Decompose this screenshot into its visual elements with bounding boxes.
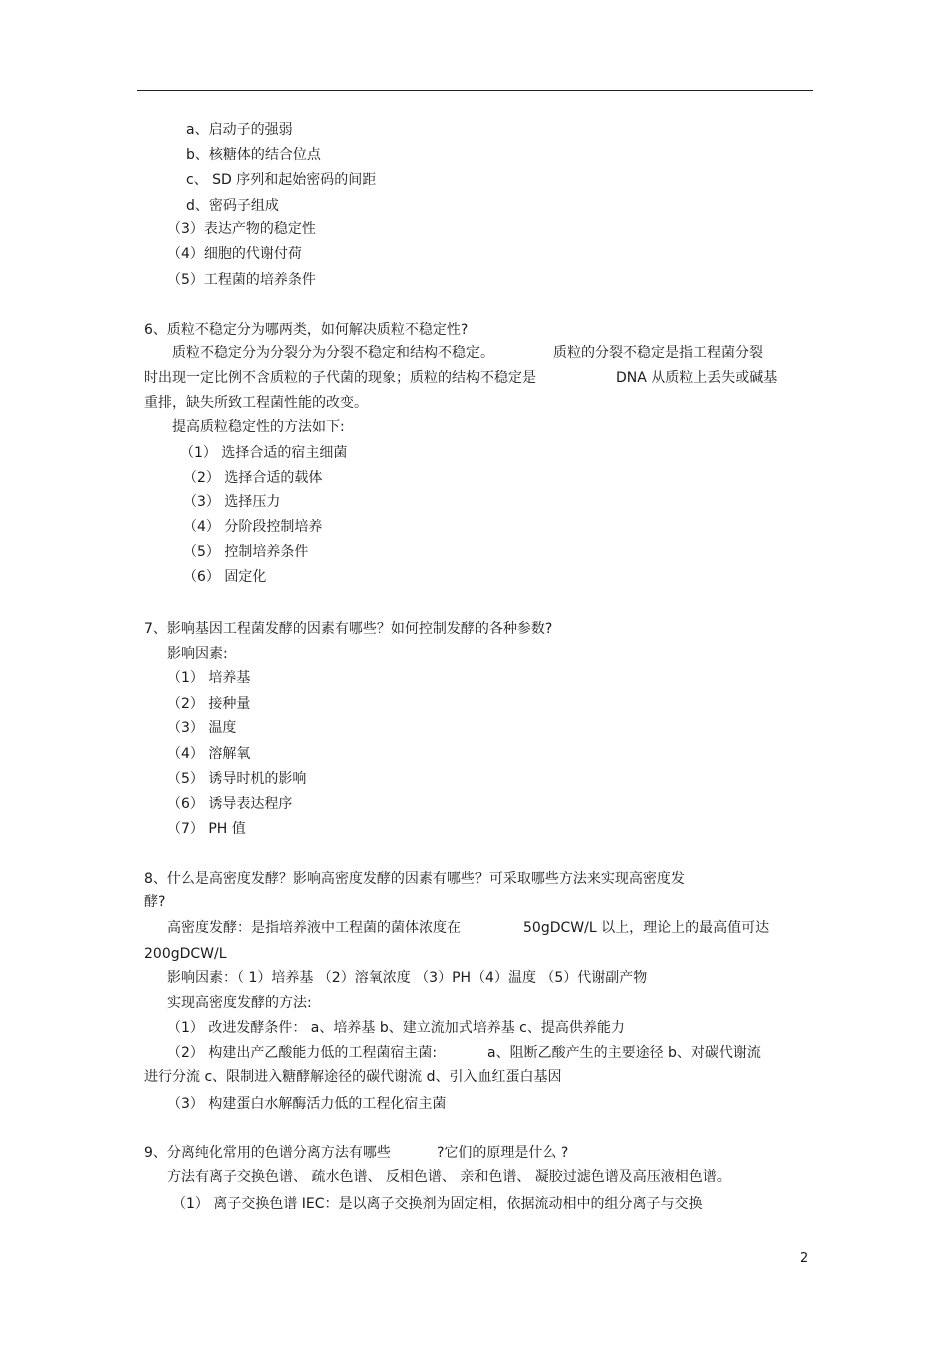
text-line: （5） 控制培养条件 (183, 544, 309, 560)
text-line: （4）细胞的代谢付荷 (167, 246, 302, 262)
text-line: 6、质粒不稳定分为哪两类，如何解决质粒不稳定性? (144, 322, 469, 338)
text-line: （3） 温度 (167, 720, 237, 736)
text-line: 方法有离子交换色谱、 疏水色谱、 反相色谱、 亲和色谱、 凝胶过滤色谱及高压液相色谱。 (167, 1169, 731, 1185)
text-line: （1） 选择合适的宿主细菌 (180, 445, 348, 461)
text-line: 影响因素: (167, 646, 228, 662)
text-line: 200gDCW/L (144, 946, 227, 962)
text-line: 实现高密度发酵的方法: (167, 995, 312, 1011)
text-line: （4） 溶解氧 (167, 746, 251, 762)
text-line: （5） 诱导时机的影响 (167, 771, 307, 787)
text-line: 进行分流 c、限制进入糖酵解途径的碳代谢流 d、引入血红蛋白基因 (144, 1069, 562, 1085)
text-line: 时出现一定比例不含质粒的子代菌的现象；质粒的结构不稳定是 (144, 370, 536, 386)
text-line: 提高质粒稳定性的方法如下: (172, 419, 345, 435)
text-line: 影响因素：（ 1）培养基 （2）溶氧浓度 （3）PH（4）温度 （5）代谢副产物 (167, 970, 648, 986)
text-line: 50gDCW/L 以上，理论上的最高值可达 (523, 920, 770, 936)
text-line: 7、影响基因工程菌发酵的因素有哪些？如何控制发酵的各种参数? (144, 621, 553, 637)
text-line: 9、分离纯化常用的色谱分离方法有哪些 (144, 1145, 391, 1161)
text-line: a、阻断乙酸产生的主要途径 b、对碳代谢流 (487, 1045, 761, 1061)
text-line: （3） 选择压力 (183, 494, 281, 510)
text-line: 重排，缺失所致工程菌性能的改变。 (144, 395, 368, 411)
text-line: b、核糖体的结合位点 (186, 147, 321, 163)
text-line: （1） 离子交换色谱 IEC：是以离子交换剂为固定相，依据流动相中的组分离子与交换 (172, 1196, 703, 1212)
text-line: 酵? (144, 894, 166, 910)
text-line: 高密度发酵：是指培养液中工程菌的菌体浓度在 (167, 920, 461, 936)
text-line: 质粒不稳定分为分裂分为分裂不稳定和结构不稳定。 (172, 345, 494, 361)
text-line: d、密码子组成 (186, 198, 279, 214)
header-rule (137, 90, 813, 91)
text-line: （2） 选择合适的载体 (183, 470, 323, 486)
text-line: ?它们的原理是什么 ? (437, 1145, 569, 1161)
text-line: （2） 接种量 (167, 696, 251, 712)
text-line: （3） 构建蛋白水解酶活力低的工程化宿主菌 (167, 1096, 447, 1112)
text-line: （1） 改进发酵条件： a、培养基 b、建立流加式培养基 c、提高供养能力 (167, 1020, 625, 1036)
text-line: （4） 分阶段控制培养 (183, 519, 323, 535)
text-line: （2） 构建出产乙酸能力低的工程菌宿主菌: (167, 1045, 438, 1061)
text-line: a、启动子的强弱 (186, 122, 293, 138)
text-line: （7） PH 值 (167, 821, 246, 837)
text-line: （6） 固定化 (183, 569, 267, 585)
text-line: c、 SD 序列和起始密码的间距 (186, 172, 377, 188)
text-line: （5）工程菌的培养条件 (167, 272, 316, 288)
page-number: 2 (800, 1251, 809, 1266)
text-line: 质粒的分裂不稳定是指工程菌分裂 (553, 345, 763, 361)
text-line: 8、什么是高密度发酵？影响高密度发酵的因素有哪些？可采取哪些方法来实现高密度发 (144, 871, 685, 887)
text-line: DNA 从质粒上丢失或碱基 (616, 370, 778, 386)
text-line: （1） 培养基 (167, 670, 251, 686)
text-line: （3）表达产物的稳定性 (167, 221, 316, 237)
text-line: （6） 诱导表达程序 (167, 796, 293, 812)
